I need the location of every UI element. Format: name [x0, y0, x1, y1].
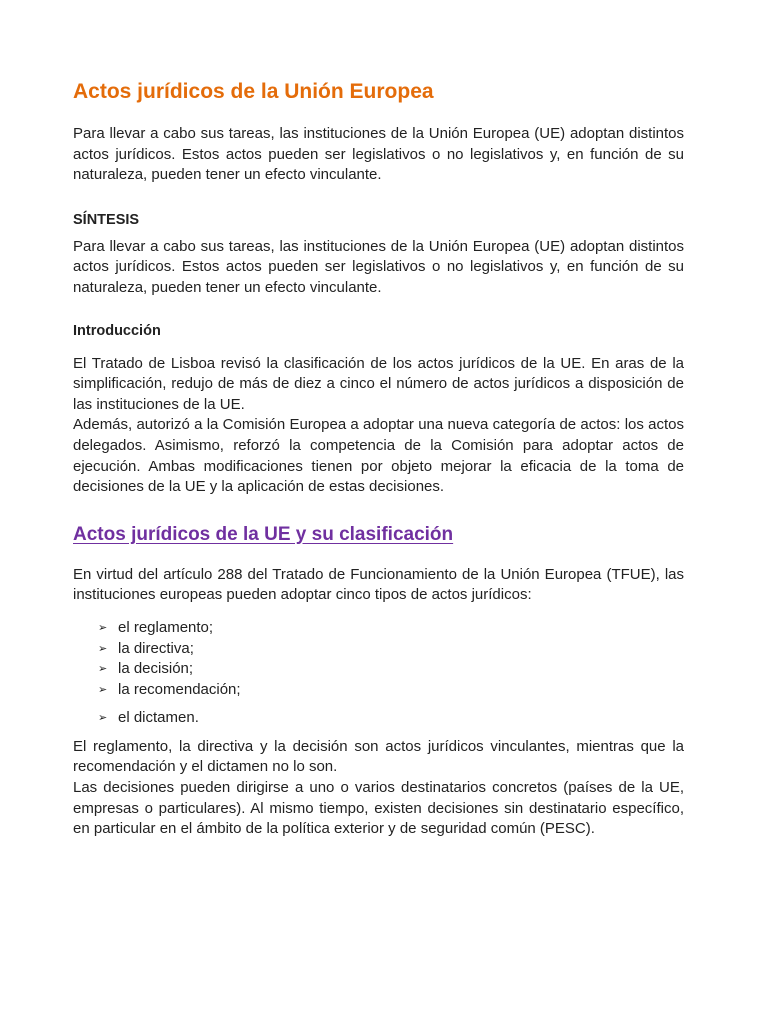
- list-item: [98, 659, 684, 680]
- list-item: [98, 680, 684, 701]
- list-item-label: el dictamen.: [118, 709, 199, 727]
- list-item-label: la decisión;: [118, 660, 194, 678]
- list-item-label: el reglamento;: [118, 618, 214, 636]
- list-item-label: la recomendación;: [118, 680, 241, 698]
- arrow-bullet-icon: ➢: [98, 712, 108, 725]
- arrow-bullet-icon: ➢: [98, 642, 108, 655]
- sintesis-heading: SÍNTESIS: [73, 211, 140, 228]
- decisiones-paragraph: Las decisiones pueden dirigirse a uno o varios destinatarios concretos (países de la UE, empresas o particulares). Al mismo tiempo, existen decisiones sin destinatario específico, en particular en el ámbito de la política exterior y de seguridad común (PESC).: [73, 779, 684, 838]
- sintesis-paragraph: Para llevar a cabo sus tareas, las instituciones de la Unión Europea (UE) adoptan distintos actos jurídicos. Estos actos pueden ser legislativos o no legislativos y, en función de su naturaleza, pueden tener un efecto vinculante.: [73, 237, 684, 296]
- list-item: [98, 708, 684, 729]
- introduccion-heading: Introducción: [73, 322, 161, 339]
- section-heading-clasificacion: Actos jurídicos de la UE y su clasificación: [73, 523, 454, 545]
- introduccion-paragraph-lisboa: El Tratado de Lisboa revisó la clasificación de los actos jurídicos de la UE. En aras de la simplificación, redujo de más de diez a cinco el número de actos jurídicos a disposición de las instituciones de la UE.: [73, 354, 684, 413]
- arrow-bullet-icon: ➢: [98, 683, 108, 696]
- introduccion-paragraph-comision: Además, autorizó a la Comisión Europea a adoptar una nueva categoría de actos: los actos delegados. Asimismo, reforzó la competencia de la Comisión para adoptar actos de ejecución. Ambas modificaciones tienen por objeto mejorar la eficacia de la toma de decisiones de la UE y la aplicación de estas decisiones.: [73, 416, 684, 496]
- vinculantes-paragraph: El reglamento, la directiva y la decisión son actos jurídicos vinculantes, mientras que la recomendación y el dictamen no lo son.: [73, 737, 684, 776]
- list-item: [98, 639, 684, 660]
- arrow-bullet-icon: ➢: [98, 621, 108, 634]
- document-title: Actos jurídicos de la Unión Europea: [73, 80, 434, 103]
- list-item-label: la directiva;: [118, 639, 194, 657]
- list-item: [98, 618, 684, 639]
- acts-list: [73, 618, 684, 729]
- articulo-288-paragraph: En virtud del artículo 288 del Tratado de Funcionamiento de la Unión Europea (TFUE), las instituciones europeas pueden adoptar cinco tipos de actos jurídicos:: [73, 565, 684, 604]
- intro-paragraph: Para llevar a cabo sus tareas, las instituciones de la Unión Europea (UE) adoptan distintos actos jurídicos. Estos actos pueden ser legislativos o no legislativos y, en función de su naturaleza, pueden tener un efecto vinculante.: [73, 125, 684, 184]
- arrow-bullet-icon: ➢: [98, 663, 108, 676]
